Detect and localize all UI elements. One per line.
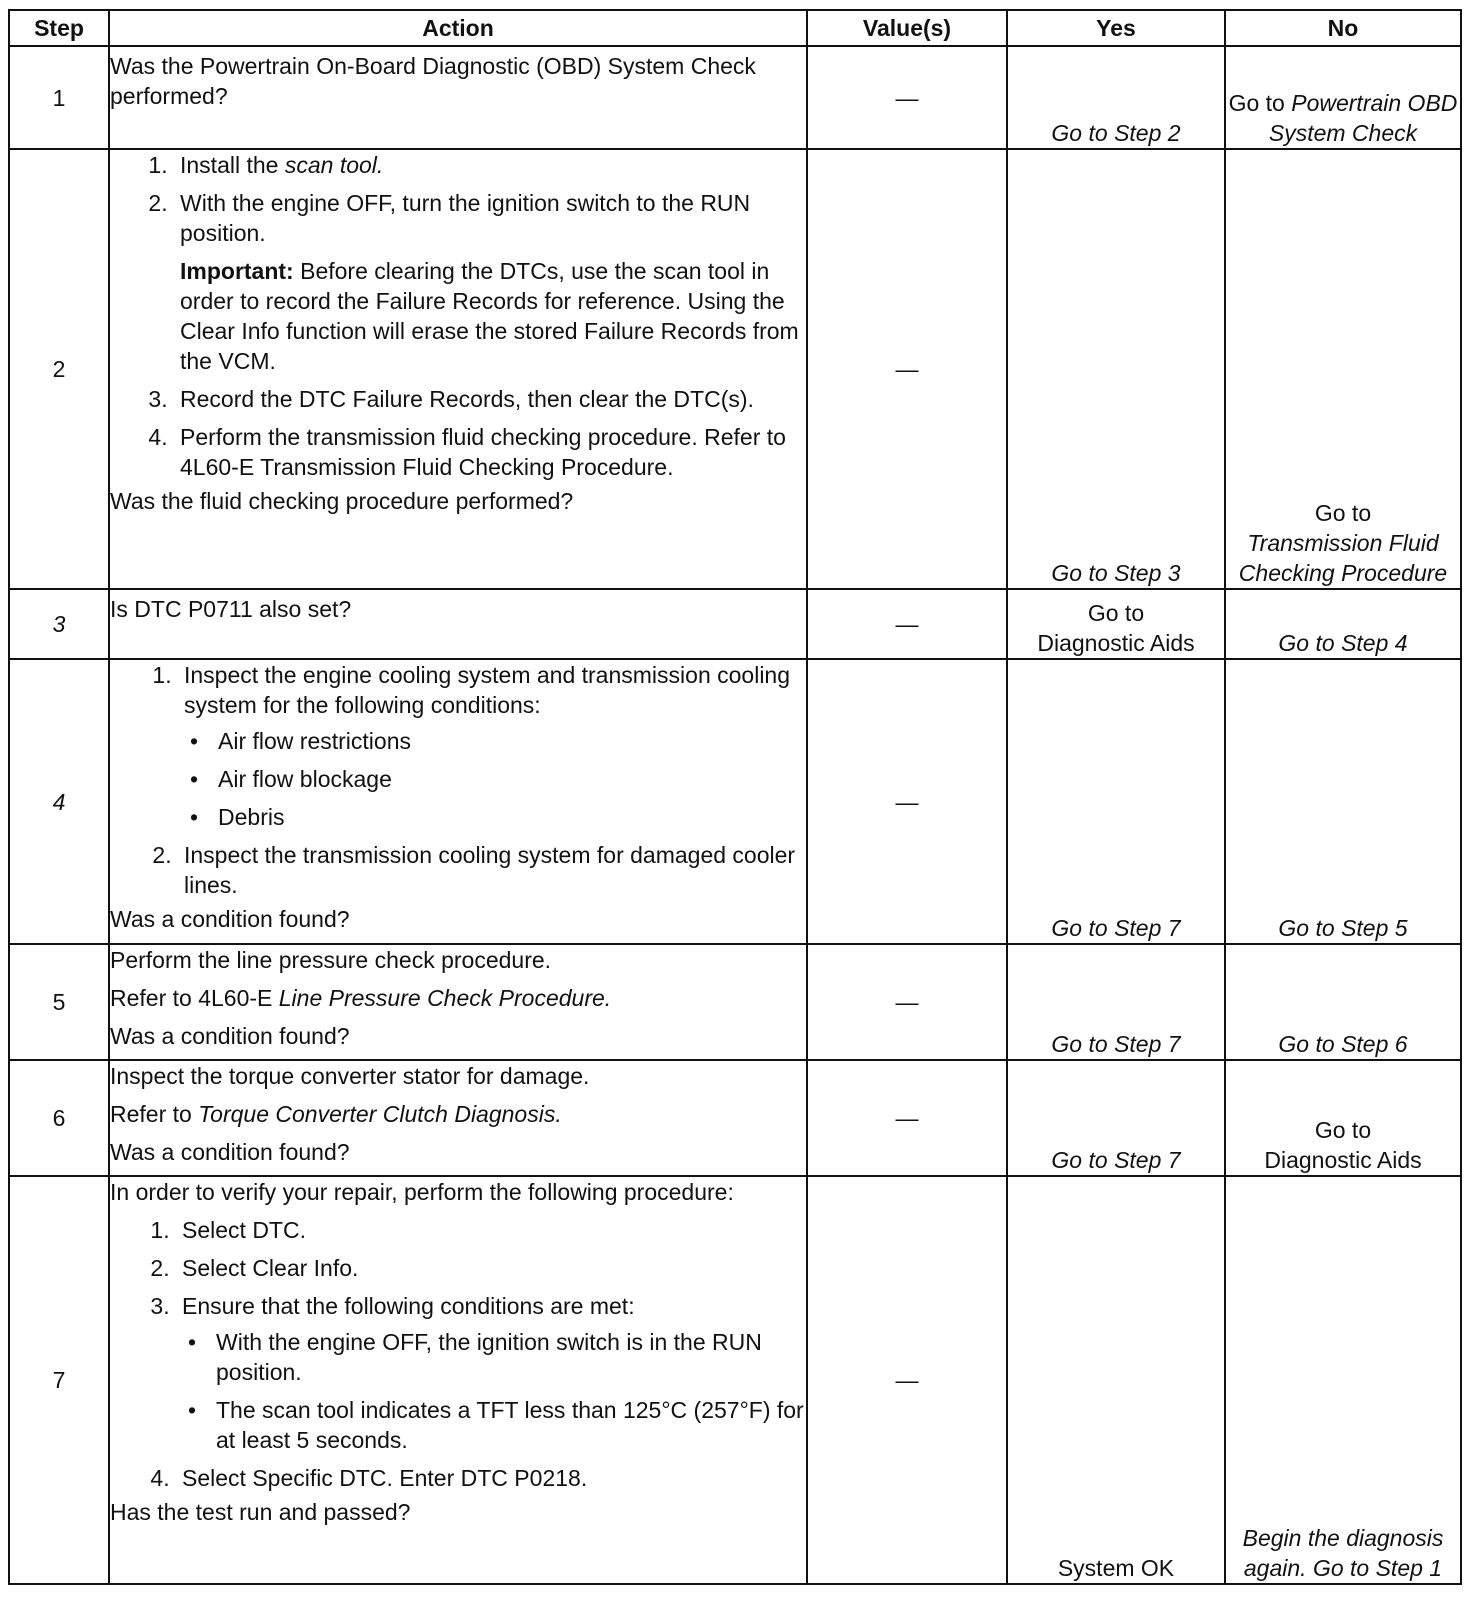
table-row — [9, 46, 1461, 149]
bullet-item: • Debris — [214, 802, 806, 832]
list-item — [178, 660, 806, 832]
value-cell: — — [807, 46, 1007, 149]
action-cell — [109, 46, 807, 149]
step-number: 3 — [9, 589, 109, 659]
important-note — [180, 256, 806, 376]
yes-line2: Diagnostic Aids — [1037, 630, 1195, 656]
list-item — [176, 1291, 806, 1455]
yes-cell: Go to Step 7 — [1007, 944, 1225, 1060]
value-cell: — — [807, 659, 1007, 944]
header-no: No — [1225, 10, 1461, 46]
list-item: 2. Inspect the transmission cooling system for damaged cooler lines. — [178, 840, 806, 900]
no-cell — [1225, 149, 1461, 589]
action-cell — [109, 589, 807, 659]
question-text: Was the fluid checking procedure performed? — [110, 488, 574, 514]
item-text: Install the — [180, 152, 279, 178]
action-list — [110, 150, 806, 482]
yes-cell: System OK — [1007, 1176, 1225, 1584]
header-row — [9, 10, 1461, 46]
bullet-item: • The scan tool indicates a TFT less than 125°C (257°F) for at least 5 seconds. — [212, 1395, 806, 1455]
no-line2: Diagnostic Aids — [1264, 1147, 1422, 1173]
bullet-list — [182, 1327, 806, 1455]
action-list — [110, 1215, 806, 1493]
step-number: 6 — [9, 1060, 109, 1176]
list-item: 1. Select DTC. — [176, 1215, 806, 1245]
yes-cell: Go to Step 2 — [1007, 46, 1225, 149]
bullet-item: • With the engine OFF, the ignition switch is in the RUN position. — [212, 1327, 806, 1387]
important-label: Important: — [180, 258, 294, 284]
question-text: Was a condition found? — [110, 1023, 350, 1049]
reference-line — [110, 1099, 806, 1129]
reference-prefix: Refer to — [110, 1101, 192, 1127]
no-line1: Go to — [1314, 1117, 1372, 1143]
action-text: Inspect the torque converter stator for damage. — [110, 1063, 590, 1089]
step-number: 1 — [9, 46, 109, 149]
step-number: 4 — [9, 659, 109, 944]
yes-cell: Go to Step 3 — [1007, 149, 1225, 589]
table-row — [9, 149, 1461, 589]
table-row — [9, 944, 1461, 1060]
list-item — [174, 150, 806, 180]
value-cell: — — [807, 149, 1007, 589]
table-row — [9, 659, 1461, 944]
action-cell — [109, 659, 807, 944]
step-number: 5 — [9, 944, 109, 1060]
no-cell: Go to Step 5 — [1225, 659, 1461, 944]
yes-cell: Go to Step 7 — [1007, 659, 1225, 944]
no-cell: Go to Step 4 — [1225, 589, 1461, 659]
question-text: Was the Powertrain On-Board Diagnostic (OBD) System Check performed? — [110, 53, 756, 109]
header-values: Value(s) — [807, 10, 1007, 46]
no-link: Powertrain OBD System Check — [1268, 90, 1458, 146]
intro-text: In order to verify your repair, perform the following procedure: — [110, 1179, 734, 1205]
list-item: 3. Record the DTC Failure Records, then clear the DTC(s). — [174, 384, 806, 414]
yes-cell — [1007, 589, 1225, 659]
table-row — [9, 589, 1461, 659]
action-list — [110, 660, 806, 900]
diagnostic-table — [8, 9, 1462, 1585]
reference-prefix: Refer to 4L60-E — [110, 985, 273, 1011]
no-prefix: Go to — [1314, 500, 1372, 526]
list-item: 2. Select Clear Info. — [176, 1253, 806, 1283]
table-row — [9, 1176, 1461, 1584]
bullet-item: • Air flow restrictions — [214, 726, 806, 756]
value-cell: — — [807, 589, 1007, 659]
reference-line — [110, 983, 806, 1013]
list-item: 4. Select Specific DTC. Enter DTC P0218. — [176, 1463, 806, 1493]
action-cell — [109, 944, 807, 1060]
important-text: Before clearing the DTCs, use the scan tool in order to record the Failure Records for reference. Using the Clear Info function will erase the stored Failure Records from the VCM. — [180, 258, 799, 374]
value-cell: — — [807, 944, 1007, 1060]
question-text: Was a condition found? — [110, 1139, 350, 1165]
value-cell: — — [807, 1176, 1007, 1584]
no-cell — [1225, 46, 1461, 149]
item-link: scan tool. — [284, 152, 384, 178]
no-cell: Begin the diagnosis again. Go to Step 1 — [1225, 1176, 1461, 1584]
action-cell — [109, 1060, 807, 1176]
question-text: Has the test run and passed? — [110, 1499, 411, 1525]
action-cell — [109, 1176, 807, 1584]
value-cell: — — [807, 1060, 1007, 1176]
action-text: Perform the line pressure check procedure. — [110, 947, 552, 973]
question-text: Was a condition found? — [110, 906, 350, 932]
yes-line1: Go to — [1087, 600, 1145, 626]
step-number: 2 — [9, 149, 109, 589]
item-text: With the engine OFF, turn the ignition switch to the RUN position. — [180, 190, 751, 246]
list-item: 4. Perform the transmission fluid checking procedure. Refer to 4L60-E Transmission Fluid Checking Procedure. — [174, 422, 806, 482]
list-item — [174, 188, 806, 376]
question-text: Is DTC P0711 also set? — [110, 596, 352, 622]
action-cell — [109, 149, 807, 589]
item-text: Inspect the engine cooling system and transmission cooling system for the following conditions: — [184, 662, 791, 718]
step-number: 7 — [9, 1176, 109, 1584]
bullet-list — [184, 726, 806, 832]
header-step: Step — [9, 10, 109, 46]
bullet-item: • Air flow blockage — [214, 764, 806, 794]
header-yes: Yes — [1007, 10, 1225, 46]
page — [8, 9, 1462, 1585]
no-cell: Go to Step 6 — [1225, 944, 1461, 1060]
no-link: Transmission Fluid Checking Procedure — [1238, 530, 1448, 586]
no-prefix: Go to — [1228, 90, 1285, 116]
reference-link: Line Pressure Check Procedure. — [278, 985, 612, 1011]
item-text: Ensure that the following conditions are met: — [182, 1293, 635, 1319]
reference-link: Torque Converter Clutch Diagnosis. — [198, 1101, 562, 1127]
header-action: Action — [109, 10, 807, 46]
no-cell — [1225, 1060, 1461, 1176]
yes-cell: Go to Step 7 — [1007, 1060, 1225, 1176]
table-row — [9, 1060, 1461, 1176]
